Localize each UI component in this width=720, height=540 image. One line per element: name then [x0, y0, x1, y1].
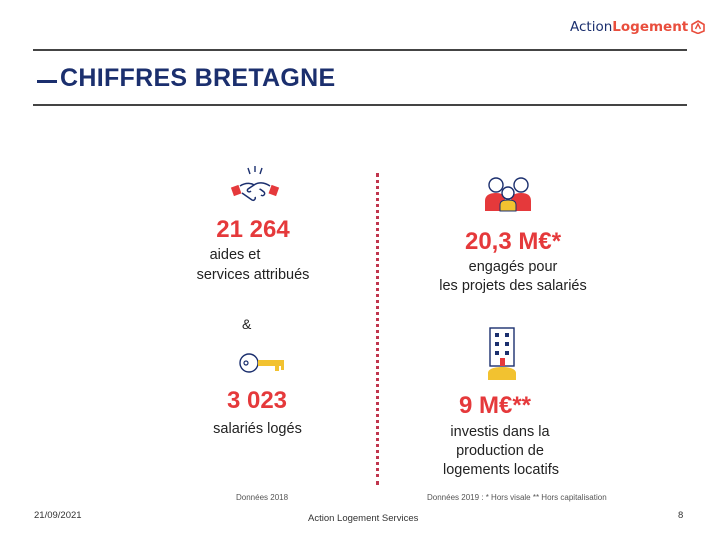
handshake-icon: [230, 166, 280, 206]
title-dash: [37, 80, 57, 83]
stat-loges-label: salariés logés: [213, 421, 302, 437]
page-title-text: CHIFFRES BRETAGNE: [60, 64, 336, 92]
logo-mark-icon: [691, 20, 705, 34]
footer-date: 21/09/2021: [34, 510, 82, 521]
ampersand: &: [242, 316, 252, 332]
stat-engages-label-2: les projets des salariés: [439, 278, 587, 294]
title-rule: [33, 104, 687, 106]
key-icon: [238, 350, 288, 376]
people-group-icon: [484, 173, 532, 213]
top-rule: [33, 49, 687, 51]
stat-engages-label-1: engagés pour: [468, 259, 558, 275]
stat-investis-value: 9 M€**: [458, 392, 532, 419]
stat-aides-label-1: aides et: [209, 247, 261, 263]
stat-loges-value: 3 023: [226, 387, 288, 414]
note-left: Données 2018: [236, 493, 289, 502]
page-title: [37, 64, 335, 93]
stat-engages-value: 20,3 M€*: [464, 228, 562, 255]
building-icon: [486, 326, 520, 382]
footer-center: Action Logement Services: [308, 513, 419, 524]
stat-aides-label-2: services attribués: [196, 267, 310, 283]
note-right: Données 2019 : * Hors visale ** Hors capitalisation: [427, 493, 607, 502]
action-logement-logo: [570, 14, 705, 40]
logo-text-action: Action: [570, 19, 613, 35]
stat-aides-value: 21 264: [216, 216, 290, 243]
dotted-separator: [376, 173, 379, 485]
stat-investis-label-1: investis dans la: [450, 424, 550, 440]
logo-text-logement: Logement: [612, 19, 689, 35]
stat-investis-label-2: production de: [456, 443, 544, 459]
stat-investis-label-3: logements locatifs: [442, 462, 560, 478]
footer-page-number: 8: [678, 510, 684, 521]
